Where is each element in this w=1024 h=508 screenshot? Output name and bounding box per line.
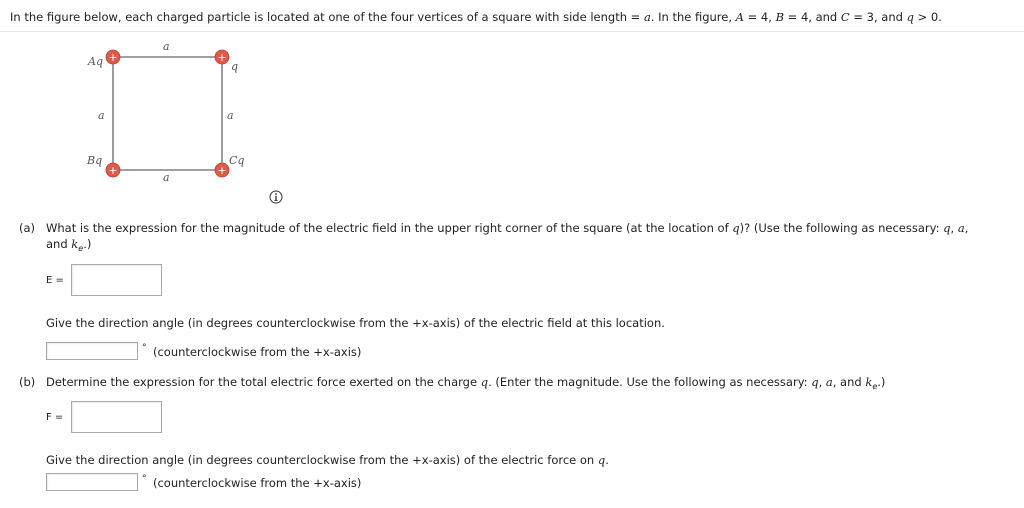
f-answer-label: F = [46,412,64,423]
charge-square-figure [0,0,300,200]
part-b-question: Determine the expression for the total electric force exerted on the charge q. (Enter the magnitude. Use the following as necessary: q, a, and $k_e$.) [46,375,886,391]
part-a-question-cont: and $k_e$.) [46,237,92,253]
charge-top-left [106,50,120,64]
info-icon[interactable] [269,190,283,204]
charge-bottom-left [106,163,120,177]
svg-text:+: + [217,51,227,64]
label-cq: Cq [229,154,245,167]
degree-symbol: ° [142,474,147,484]
top-side-label: a [163,40,170,53]
part-a-question: What is the expression for the magnitude of the electric field in the upper right corner of the square (at the location of q)? (Use the following as necessary: q, a, [46,221,969,235]
part-b-marker: (b) [19,375,36,389]
label-bq: Bq [87,154,103,167]
svg-text:+: + [108,164,118,177]
charge-bottom-right [215,163,229,177]
problem-intro: In the figure below, each charged particle is located at one of the four vertices of a square with side length = a. In the figure, A = 4, B = 4, and C = 3, and q > 0. [10,10,942,24]
label-q: q [231,60,239,73]
f-answer-input[interactable] [71,401,162,433]
part-a-angle-prompt: Give the direction angle (in degrees counterclockwise from the +x-axis) of the electric field at this location. [46,316,665,330]
part-a-angle-unit: (counterclockwise from the +x-axis) [153,345,362,359]
bottom-side-label: a [163,171,170,184]
e-answer-input[interactable] [71,264,162,296]
part-b-angle-prompt: Give the direction angle (in degrees counterclockwise from the +x-axis) of the electric force on q. [46,453,609,467]
svg-text:+: + [217,164,227,177]
f-angle-input[interactable] [46,473,138,491]
part-b-angle-unit: (counterclockwise from the +x-axis) [153,476,362,490]
e-answer-label: E = [46,275,64,286]
degree-symbol: ° [142,343,147,353]
label-aq: Aq [88,55,103,68]
charge-top-right [215,50,229,64]
part-a-marker: (a) [19,221,36,235]
svg-text:+: + [108,51,118,64]
right-side-label: a [227,109,234,122]
left-side-label: a [98,109,105,122]
e-angle-input[interactable] [46,342,138,360]
square-sides [113,57,222,170]
